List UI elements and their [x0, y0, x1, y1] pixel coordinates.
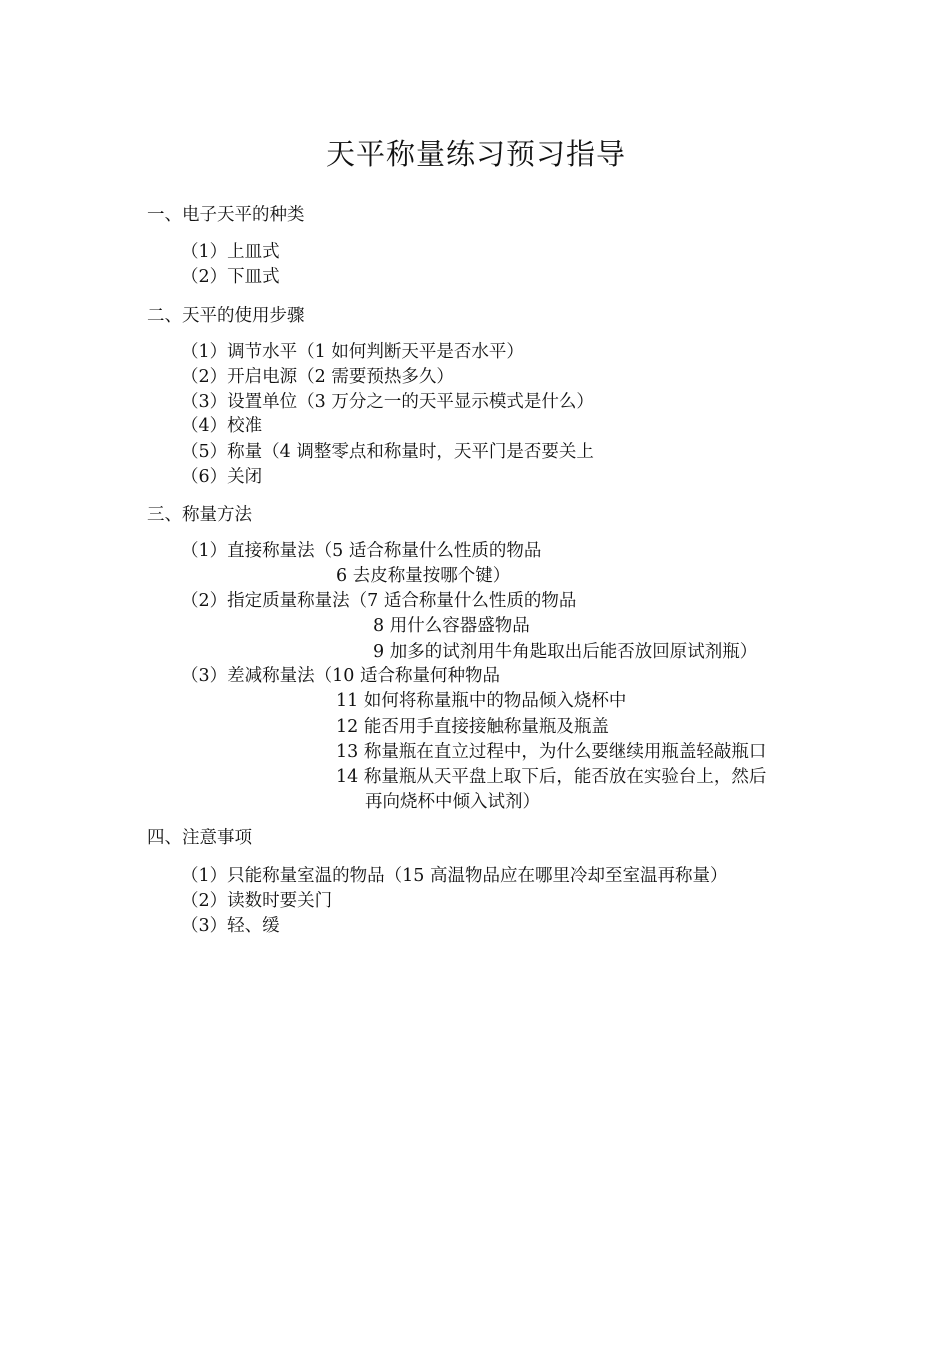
- list-item: （2）读数时要关门: [181, 891, 333, 911]
- list-item: （6）关闭: [181, 467, 263, 487]
- section-heading-notes: 四、注意事项: [147, 828, 252, 848]
- list-item: （4）校准: [181, 416, 263, 436]
- list-item-question: 13 称量瓶在直立过程中，为什么要继续用瓶盖轻敲瓶口: [336, 742, 767, 762]
- list-item: （2）指定质量称量法（7 适合称量什么性质的物品: [181, 591, 577, 611]
- list-item: （5）称量（4 调整零点和称量时，天平门是否要关上: [181, 442, 594, 462]
- section-heading-methods: 三、称量方法: [147, 505, 252, 525]
- list-item: （1）调节水平（1 如何判断天平是否水平）: [181, 342, 524, 362]
- list-item: （3）设置单位（3 万分之一的天平显示模式是什么）: [181, 392, 594, 412]
- list-item: （2）下皿式: [181, 267, 280, 287]
- list-item-question: 12 能否用手直接接触称量瓶及瓶盖: [336, 717, 609, 737]
- section-heading-types: 一、电子天平的种类: [147, 205, 305, 225]
- list-item: （3）轻、缓: [181, 916, 280, 936]
- list-item-question: 11 如何将称量瓶中的物品倾入烧杯中: [336, 691, 627, 711]
- list-item-question: 8 用什么容器盛物品: [373, 616, 530, 636]
- list-item: （1）只能称量室温的物品（15 高温物品应在哪里冷却至室温再称量）: [181, 866, 728, 886]
- list-item-question: 6 去皮称量按哪个键）: [336, 566, 511, 586]
- document-title: 天平称量练习预习指导: [325, 137, 626, 171]
- list-item: （2）开启电源（2 需要预热多久）: [181, 367, 454, 387]
- list-item-question: 9 加多的试剂用牛角匙取出后能否放回原试剂瓶）: [373, 642, 758, 662]
- list-item-question: 14 称量瓶从天平盘上取下后，能否放在实验台上，然后: [336, 767, 767, 787]
- list-item: （1）直接称量法（5 适合称量什么性质的物品: [181, 541, 542, 561]
- list-item: （3）差减称量法（10 适合称量何种物品: [181, 666, 500, 686]
- list-item-continuation: 再向烧杯中倾入试剂）: [365, 792, 540, 812]
- list-item: （1）上皿式: [181, 242, 280, 262]
- section-heading-steps: 二、天平的使用步骤: [147, 306, 305, 326]
